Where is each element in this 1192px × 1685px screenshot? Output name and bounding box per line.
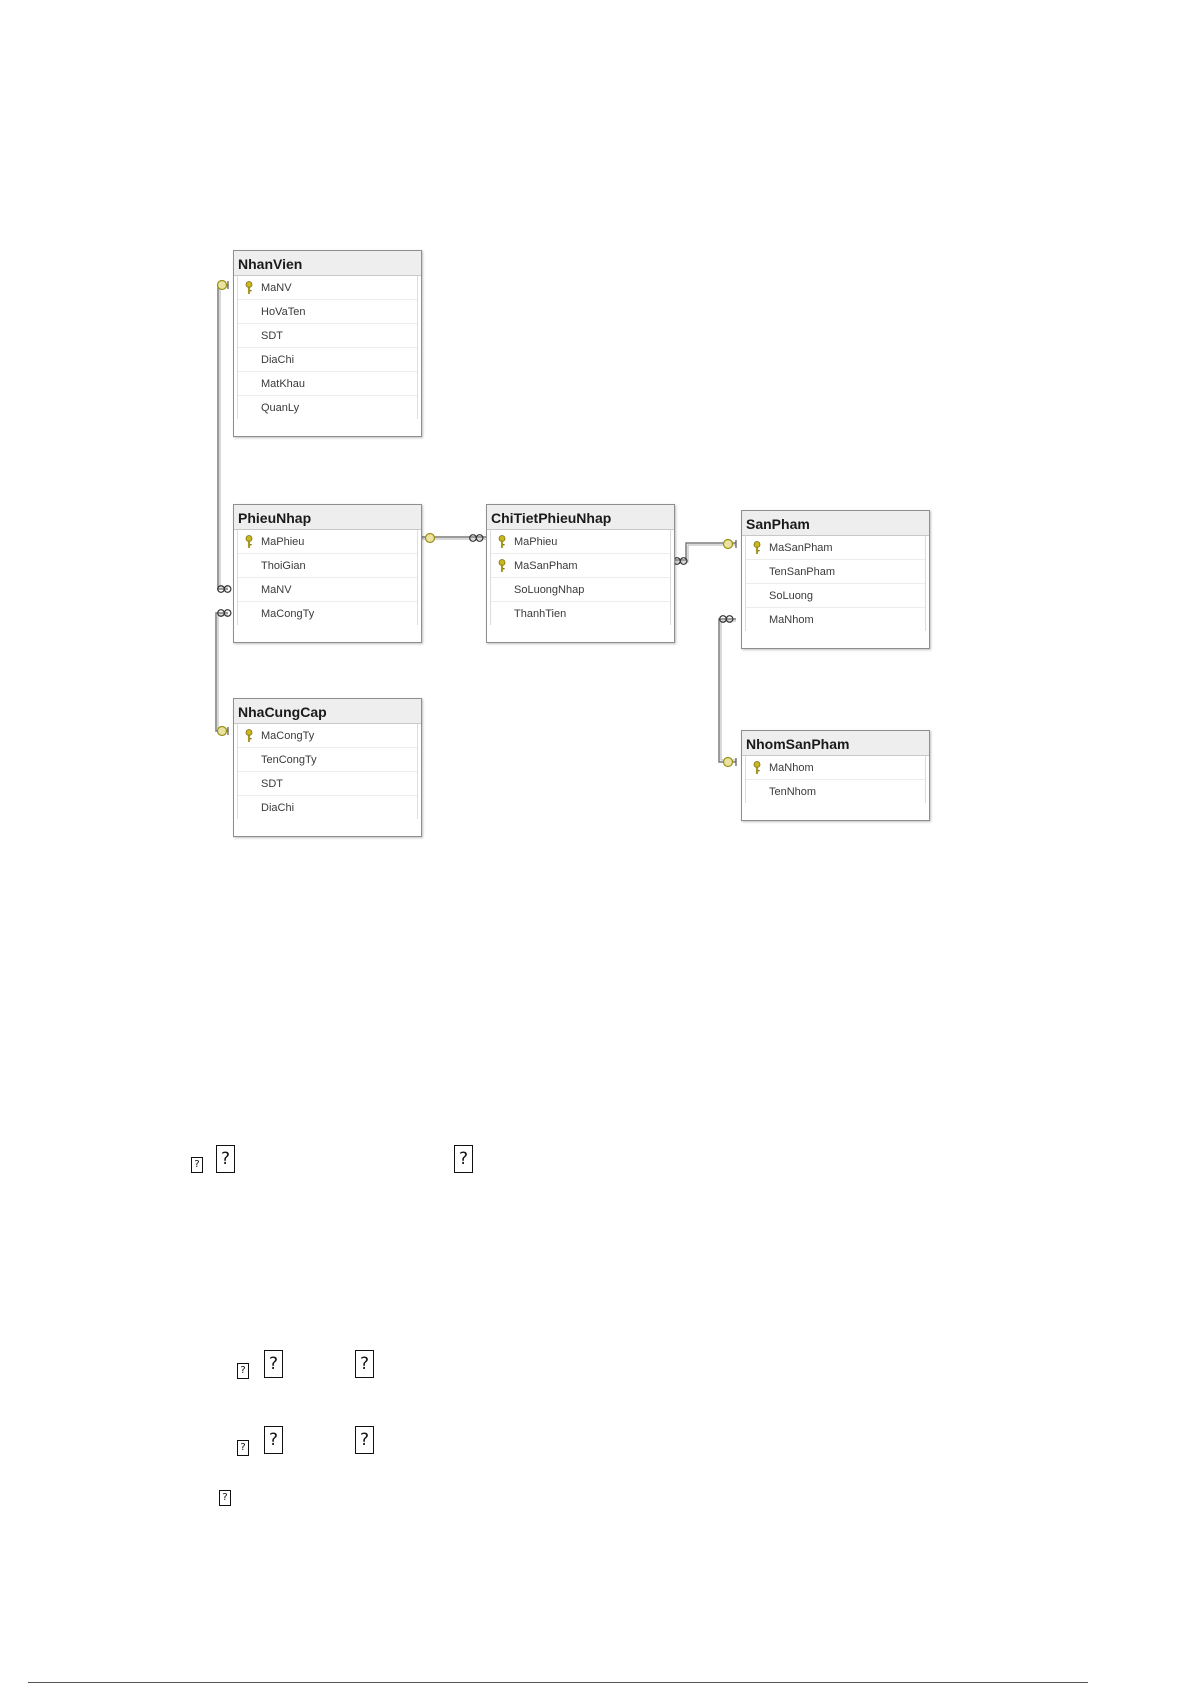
table-nhomsanpham <box>741 730 930 821</box>
column-row <box>238 554 417 578</box>
column-name: ThoiGian <box>261 560 306 572</box>
primary-key-icon <box>245 535 253 548</box>
table-nhacungcap <box>233 698 422 837</box>
column-row <box>238 748 417 772</box>
missing-glyph-icon: ? <box>219 1490 231 1506</box>
primary-key-icon <box>245 281 253 294</box>
column-list <box>237 724 418 819</box>
column-row <box>238 300 417 324</box>
table-phieunhap <box>233 504 422 643</box>
missing-glyph-icon: ? <box>264 1350 283 1378</box>
column-list <box>490 530 671 625</box>
column-name: ThanhTien <box>514 608 567 620</box>
column-row <box>491 578 670 602</box>
column-row <box>238 324 417 348</box>
column-name: MaNhom <box>769 762 814 774</box>
column-row <box>746 756 925 780</box>
column-name: DiaChi <box>261 354 295 366</box>
table-title: NhaCungCap <box>234 699 421 724</box>
column-name: TenNhom <box>769 786 817 798</box>
primary-key-icon <box>498 535 506 548</box>
infinity-icon <box>674 558 687 565</box>
column-name: MatKhau <box>261 378 306 390</box>
column-name: QuanLy <box>261 402 300 414</box>
key-end-icon <box>218 727 227 736</box>
column-name: SDT <box>261 778 283 790</box>
column-name: SoLuongNhap <box>514 584 585 596</box>
column-list <box>237 530 418 625</box>
infinity-icon <box>470 535 483 542</box>
column-list <box>745 756 926 803</box>
table-chitietphieunhap <box>486 504 675 643</box>
column-name: MaCongTy <box>261 730 315 742</box>
column-name: MaSanPham <box>769 542 833 554</box>
column-row <box>238 348 417 372</box>
column-name: MaPhieu <box>261 536 305 548</box>
column-row <box>238 772 417 796</box>
column-row <box>238 530 417 554</box>
missing-glyph-icon: ? <box>237 1363 249 1379</box>
key-end-icon <box>426 534 435 543</box>
table-title: SanPham <box>742 511 929 536</box>
column-row <box>491 602 670 625</box>
column-row <box>746 536 925 560</box>
column-list <box>237 276 418 419</box>
column-name: HoVaTen <box>261 306 306 318</box>
missing-glyph-icon: ? <box>191 1157 203 1173</box>
column-row <box>746 584 925 608</box>
column-name: MaCongTy <box>261 608 315 620</box>
table-title: ChiTietPhieuNhap <box>487 505 674 530</box>
column-name: MaNV <box>261 584 292 596</box>
column-row <box>238 372 417 396</box>
primary-key-icon <box>753 541 761 554</box>
rel-sanpham-nhomsanpham <box>719 619 736 762</box>
missing-glyph-icon: ? <box>355 1426 374 1454</box>
column-name: SoLuong <box>769 590 814 602</box>
primary-key-icon <box>245 729 253 742</box>
column-name: SDT <box>261 330 283 342</box>
primary-key-icon <box>753 761 761 774</box>
missing-glyph-icon: ? <box>216 1145 235 1173</box>
column-name: MaNV <box>261 282 292 294</box>
page-bottom-rule <box>28 1682 1088 1683</box>
column-row <box>238 724 417 748</box>
column-list <box>745 536 926 631</box>
column-row <box>238 396 417 419</box>
column-row <box>746 560 925 584</box>
missing-glyph-icon: ? <box>264 1426 283 1454</box>
column-name: MaPhieu <box>514 536 558 548</box>
column-row <box>238 578 417 602</box>
key-end-icon <box>724 758 733 767</box>
table-title: NhanVien <box>234 251 421 276</box>
column-row <box>491 530 670 554</box>
table-nhanvien <box>233 250 422 437</box>
missing-glyph-icon: ? <box>237 1440 249 1456</box>
key-end-icon <box>218 281 227 290</box>
column-row <box>746 780 925 803</box>
table-sanpham <box>741 510 930 649</box>
column-row <box>238 276 417 300</box>
missing-glyph-icon: ? <box>454 1145 473 1173</box>
column-row <box>238 602 417 625</box>
column-name: TenCongTy <box>261 754 317 766</box>
column-name: MaNhom <box>769 614 814 626</box>
column-row <box>491 554 670 578</box>
key-end-icon <box>724 540 733 549</box>
column-name: MaSanPham <box>514 560 578 572</box>
column-row <box>746 608 925 631</box>
column-row <box>238 796 417 819</box>
table-title: PhieuNhap <box>234 505 421 530</box>
primary-key-icon <box>498 559 506 572</box>
missing-glyph-icon: ? <box>355 1350 374 1378</box>
table-title: NhomSanPham <box>742 731 929 756</box>
column-name: DiaChi <box>261 802 295 814</box>
column-name: TenSanPham <box>769 566 836 578</box>
